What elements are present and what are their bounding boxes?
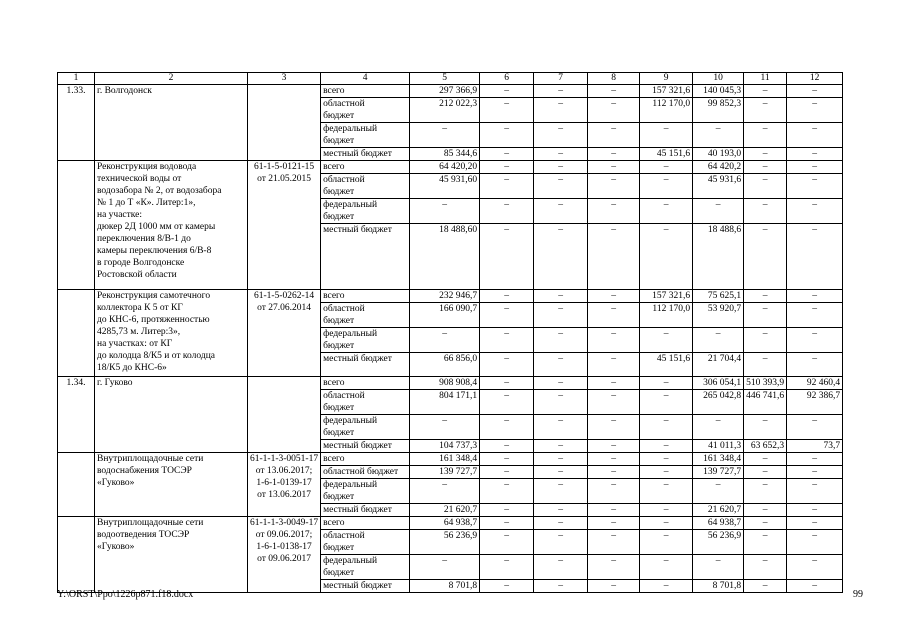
value-cell: –	[534, 85, 588, 98]
value-cell: 18 488,60	[410, 224, 480, 290]
budget-source-label: местный бюджет	[321, 580, 410, 593]
budget-source-label: федеральный бюджет	[321, 328, 410, 353]
value-cell: –	[534, 123, 588, 148]
value-cell: –	[534, 161, 588, 174]
value-cell: –	[744, 504, 787, 517]
value-cell: 92 460,4	[787, 377, 843, 390]
table-row	[58, 453, 843, 466]
value-cell: 45 151,6	[640, 353, 693, 377]
document-ref	[248, 377, 321, 453]
value-cell: –	[787, 479, 843, 504]
value-cell: 45 151,6	[640, 148, 693, 161]
row-number: 1.33.	[58, 85, 95, 161]
value-cell: –	[588, 453, 640, 466]
value-cell: –	[534, 98, 588, 123]
value-cell: 161 348,4	[693, 453, 744, 466]
column-number: 12	[787, 73, 843, 85]
value-cell: 45 931,6	[693, 174, 744, 199]
value-cell: –	[480, 328, 534, 353]
value-cell: –	[480, 530, 534, 555]
value-cell: –	[744, 415, 787, 440]
value-cell: 92 386,7	[787, 390, 843, 415]
value-cell: –	[480, 580, 534, 593]
value-cell: –	[744, 224, 787, 290]
object-name: Реконструкция самотечного коллектора К 5 от КГ до КНС-6, протяженностью 4285,73 м. Литер:3», на участках: от КГ до колодца 8/К5 и от колодца 18/К5 до КНС-6»	[95, 290, 248, 377]
value-cell: –	[744, 453, 787, 466]
table-row	[58, 161, 843, 174]
value-cell: –	[744, 580, 787, 593]
value-cell: –	[480, 353, 534, 377]
value-cell: –	[693, 555, 744, 580]
value-cell: –	[693, 415, 744, 440]
value-cell: 510 393,9	[744, 377, 787, 390]
value-cell: –	[787, 98, 843, 123]
value-cell: 56 236,9	[410, 530, 480, 555]
value-cell: –	[787, 580, 843, 593]
value-cell: –	[480, 174, 534, 199]
value-cell: –	[534, 580, 588, 593]
table-row	[58, 517, 843, 530]
value-cell: –	[588, 123, 640, 148]
value-cell: –	[410, 415, 480, 440]
table-row	[58, 85, 843, 98]
value-cell: 45 931,60	[410, 174, 480, 199]
budget-source-label: местный бюджет	[321, 353, 410, 377]
value-cell: –	[480, 85, 534, 98]
column-number: 2	[95, 73, 248, 85]
value-cell: –	[588, 290, 640, 303]
value-cell: –	[534, 415, 588, 440]
value-cell: –	[534, 453, 588, 466]
value-cell: –	[534, 466, 588, 479]
value-cell: –	[480, 377, 534, 390]
value-cell: –	[787, 328, 843, 353]
value-cell: –	[588, 504, 640, 517]
value-cell: 99 852,3	[693, 98, 744, 123]
value-cell: –	[410, 555, 480, 580]
value-cell: –	[640, 224, 693, 290]
value-cell: –	[640, 580, 693, 593]
budget-source-label: областной бюджет	[321, 174, 410, 199]
value-cell: –	[744, 530, 787, 555]
value-cell: 75 625,1	[693, 290, 744, 303]
row-number: 1.34.	[58, 377, 95, 453]
value-cell: –	[640, 453, 693, 466]
value-cell: –	[787, 199, 843, 224]
value-cell: 908 908,4	[410, 377, 480, 390]
value-cell: –	[744, 303, 787, 328]
value-cell: –	[588, 353, 640, 377]
value-cell: 66 856,0	[410, 353, 480, 377]
value-cell: –	[744, 85, 787, 98]
value-cell: 232 946,7	[410, 290, 480, 303]
budget-source-label: всего	[321, 161, 410, 174]
value-cell: 21 620,7	[410, 504, 480, 517]
value-cell: 297 366,9	[410, 85, 480, 98]
value-cell: –	[410, 199, 480, 224]
value-cell: –	[744, 479, 787, 504]
value-cell: –	[534, 504, 588, 517]
value-cell: 40 193,0	[693, 148, 744, 161]
value-cell: –	[588, 580, 640, 593]
value-cell: –	[787, 530, 843, 555]
value-cell: –	[534, 174, 588, 199]
budget-source-label: федеральный бюджет	[321, 199, 410, 224]
value-cell: 166 090,7	[410, 303, 480, 328]
value-cell: –	[588, 98, 640, 123]
value-cell: –	[534, 224, 588, 290]
value-cell: 41 011,3	[693, 440, 744, 453]
value-cell: 157 321,6	[640, 290, 693, 303]
value-cell: 112 170,0	[640, 98, 693, 123]
value-cell: –	[534, 148, 588, 161]
value-cell: –	[480, 390, 534, 415]
value-cell: 56 236,9	[693, 530, 744, 555]
value-cell: –	[640, 123, 693, 148]
value-cell: –	[640, 466, 693, 479]
value-cell: –	[588, 328, 640, 353]
row-number	[58, 290, 95, 377]
value-cell: –	[640, 415, 693, 440]
budget-source-label: федеральный бюджет	[321, 415, 410, 440]
value-cell: –	[480, 303, 534, 328]
budget-source-label: федеральный бюджет	[321, 123, 410, 148]
value-cell: 446 741,6	[744, 390, 787, 415]
budget-source-label: федеральный бюджет	[321, 555, 410, 580]
value-cell: 112 170,0	[640, 303, 693, 328]
budget-source-label: местный бюджет	[321, 148, 410, 161]
value-cell: 804 171,1	[410, 390, 480, 415]
object-name: Внутриплощадочные сети водоснабжения ТОСЭР «Гуково»	[95, 453, 248, 517]
value-cell: –	[744, 328, 787, 353]
budget-source-label: всего	[321, 85, 410, 98]
object-name: г. Гуково	[95, 377, 248, 453]
value-cell: –	[588, 415, 640, 440]
value-cell: –	[744, 98, 787, 123]
value-cell: 140 045,3	[693, 85, 744, 98]
value-cell: –	[787, 123, 843, 148]
value-cell: –	[787, 504, 843, 517]
value-cell: –	[480, 199, 534, 224]
value-cell: 64 420,2	[693, 161, 744, 174]
value-cell: –	[534, 377, 588, 390]
document-ref: 61-1-1-3-0051-17 от 13.06.2017; 1-6-1-0139-17 от 13.06.2017	[248, 453, 321, 517]
value-cell: –	[744, 555, 787, 580]
value-cell: 8 701,8	[410, 580, 480, 593]
value-cell: –	[480, 123, 534, 148]
value-cell: –	[787, 174, 843, 199]
document-ref: 61-1-1-3-0049-17 от 09.06.2017; 1-6-1-0138-17 от 09.06.2017	[248, 517, 321, 593]
value-cell: –	[744, 148, 787, 161]
value-cell: 64 938,7	[410, 517, 480, 530]
value-cell: –	[588, 466, 640, 479]
value-cell: –	[744, 199, 787, 224]
value-cell: –	[787, 224, 843, 290]
value-cell: –	[640, 174, 693, 199]
value-cell: –	[480, 453, 534, 466]
value-cell: –	[693, 123, 744, 148]
value-cell: –	[744, 466, 787, 479]
value-cell: –	[693, 328, 744, 353]
value-cell: –	[640, 504, 693, 517]
value-cell: –	[534, 290, 588, 303]
budget-source-label: федеральный бюджет	[321, 479, 410, 504]
value-cell: –	[787, 453, 843, 466]
budget-source-label: всего	[321, 453, 410, 466]
budget-source-label: областной бюджет	[321, 530, 410, 555]
value-cell: –	[480, 415, 534, 440]
value-cell: –	[534, 328, 588, 353]
value-cell: –	[640, 161, 693, 174]
value-cell: –	[744, 174, 787, 199]
budget-source-label: всего	[321, 290, 410, 303]
value-cell: –	[534, 440, 588, 453]
budget-source-label: областной бюджет	[321, 98, 410, 123]
value-cell: –	[480, 148, 534, 161]
value-cell: –	[640, 517, 693, 530]
value-cell: –	[693, 479, 744, 504]
row-number	[58, 517, 95, 593]
table-row	[58, 290, 843, 303]
object-name: Реконструкция водовода технической воды от водозабора № 2, от водозабора № 1 до Т «К». Литер:1», на участке: дюкер 2Д 1000 мм от камеры переключения 8/В-1 до камеры переключения 6/В-8 в городе Волгодонске Ростовской области	[95, 161, 248, 290]
value-cell: –	[787, 85, 843, 98]
value-cell: –	[534, 390, 588, 415]
value-cell: –	[640, 199, 693, 224]
value-cell: –	[588, 148, 640, 161]
budget-source-label: областной бюджет	[321, 466, 410, 479]
budget-source-label: местный бюджет	[321, 224, 410, 290]
file-path: Y:\ORST\Ppo\1226p871.f18.docx	[57, 589, 194, 600]
value-cell: –	[640, 440, 693, 453]
budget-source-label: областной бюджет	[321, 390, 410, 415]
value-cell: –	[640, 390, 693, 415]
value-cell: 64 420,20	[410, 161, 480, 174]
value-cell: –	[588, 440, 640, 453]
value-cell: –	[534, 479, 588, 504]
value-cell: 18 488,6	[693, 224, 744, 290]
value-cell: 212 022,3	[410, 98, 480, 123]
value-cell: –	[588, 224, 640, 290]
column-number: 3	[248, 73, 321, 85]
value-cell: –	[480, 555, 534, 580]
value-cell: –	[744, 123, 787, 148]
value-cell: 265 042,8	[693, 390, 744, 415]
row-number	[58, 453, 95, 517]
value-cell: 104 737,3	[410, 440, 480, 453]
column-number: 11	[744, 73, 787, 85]
budget-source-label: всего	[321, 377, 410, 390]
budget-table	[57, 72, 843, 593]
budget-source-label: местный бюджет	[321, 440, 410, 453]
value-cell: –	[787, 555, 843, 580]
value-cell: 21 704,4	[693, 353, 744, 377]
column-number: 5	[410, 73, 480, 85]
value-cell: –	[588, 479, 640, 504]
document-ref: 61-1-5-0121-15 от 21.05.2015	[248, 161, 321, 290]
value-cell: 161 348,4	[410, 453, 480, 466]
value-cell: –	[787, 353, 843, 377]
value-cell: –	[640, 555, 693, 580]
value-cell: –	[588, 517, 640, 530]
value-cell: –	[640, 377, 693, 390]
value-cell: 21 620,7	[693, 504, 744, 517]
value-cell: –	[480, 290, 534, 303]
value-cell: –	[534, 353, 588, 377]
value-cell: –	[787, 148, 843, 161]
value-cell: –	[744, 353, 787, 377]
column-number-row	[58, 73, 843, 85]
value-cell: –	[787, 517, 843, 530]
value-cell: –	[787, 466, 843, 479]
value-cell: –	[640, 479, 693, 504]
budget-source-label: местный бюджет	[321, 504, 410, 517]
value-cell: –	[534, 517, 588, 530]
value-cell: –	[480, 440, 534, 453]
column-number: 9	[640, 73, 693, 85]
value-cell: –	[480, 504, 534, 517]
value-cell: 8 701,8	[693, 580, 744, 593]
value-cell: –	[410, 479, 480, 504]
value-cell: –	[410, 328, 480, 353]
value-cell: –	[588, 161, 640, 174]
object-name: г. Волгодонск	[95, 85, 248, 161]
value-cell: 157 321,6	[640, 85, 693, 98]
value-cell: –	[480, 224, 534, 290]
value-cell: 63 652,3	[744, 440, 787, 453]
value-cell: –	[640, 328, 693, 353]
column-number: 6	[480, 73, 534, 85]
value-cell: –	[588, 85, 640, 98]
value-cell: –	[588, 377, 640, 390]
value-cell: –	[744, 290, 787, 303]
column-number: 7	[534, 73, 588, 85]
value-cell: –	[787, 290, 843, 303]
column-number: 4	[321, 73, 410, 85]
object-name: Внутриплощадочные сети водоотведения ТОСЭР «Гуково»	[95, 517, 248, 593]
value-cell: –	[588, 390, 640, 415]
budget-source-label: всего	[321, 517, 410, 530]
row-number	[58, 161, 95, 290]
value-cell: –	[534, 303, 588, 328]
value-cell: –	[640, 530, 693, 555]
value-cell: –	[480, 479, 534, 504]
column-number: 8	[588, 73, 640, 85]
value-cell: –	[480, 98, 534, 123]
page-number: 99	[853, 589, 863, 600]
value-cell: 306 054,1	[693, 377, 744, 390]
value-cell: –	[588, 174, 640, 199]
budget-source-label: областной бюджет	[321, 303, 410, 328]
value-cell: –	[787, 161, 843, 174]
value-cell: –	[480, 161, 534, 174]
value-cell: 73,7	[787, 440, 843, 453]
value-cell: –	[534, 530, 588, 555]
value-cell: 53 920,7	[693, 303, 744, 328]
value-cell: –	[534, 199, 588, 224]
document-ref: 61-1-5-0262-14 от 27.06.2014	[248, 290, 321, 377]
value-cell: 139 727,7	[410, 466, 480, 479]
value-cell: –	[787, 303, 843, 328]
value-cell: –	[588, 199, 640, 224]
value-cell: 85 344,6	[410, 148, 480, 161]
column-number: 1	[58, 73, 95, 85]
value-cell: 139 727,7	[693, 466, 744, 479]
value-cell: –	[534, 555, 588, 580]
value-cell: –	[588, 555, 640, 580]
value-cell: 64 938,7	[693, 517, 744, 530]
document-ref	[248, 85, 321, 161]
value-cell: –	[480, 466, 534, 479]
value-cell: –	[480, 517, 534, 530]
value-cell: –	[588, 530, 640, 555]
value-cell: –	[744, 517, 787, 530]
table-row	[58, 377, 843, 390]
column-number: 10	[693, 73, 744, 85]
value-cell: –	[744, 161, 787, 174]
value-cell: –	[588, 303, 640, 328]
value-cell: –	[410, 123, 480, 148]
value-cell: –	[787, 415, 843, 440]
value-cell: –	[693, 199, 744, 224]
